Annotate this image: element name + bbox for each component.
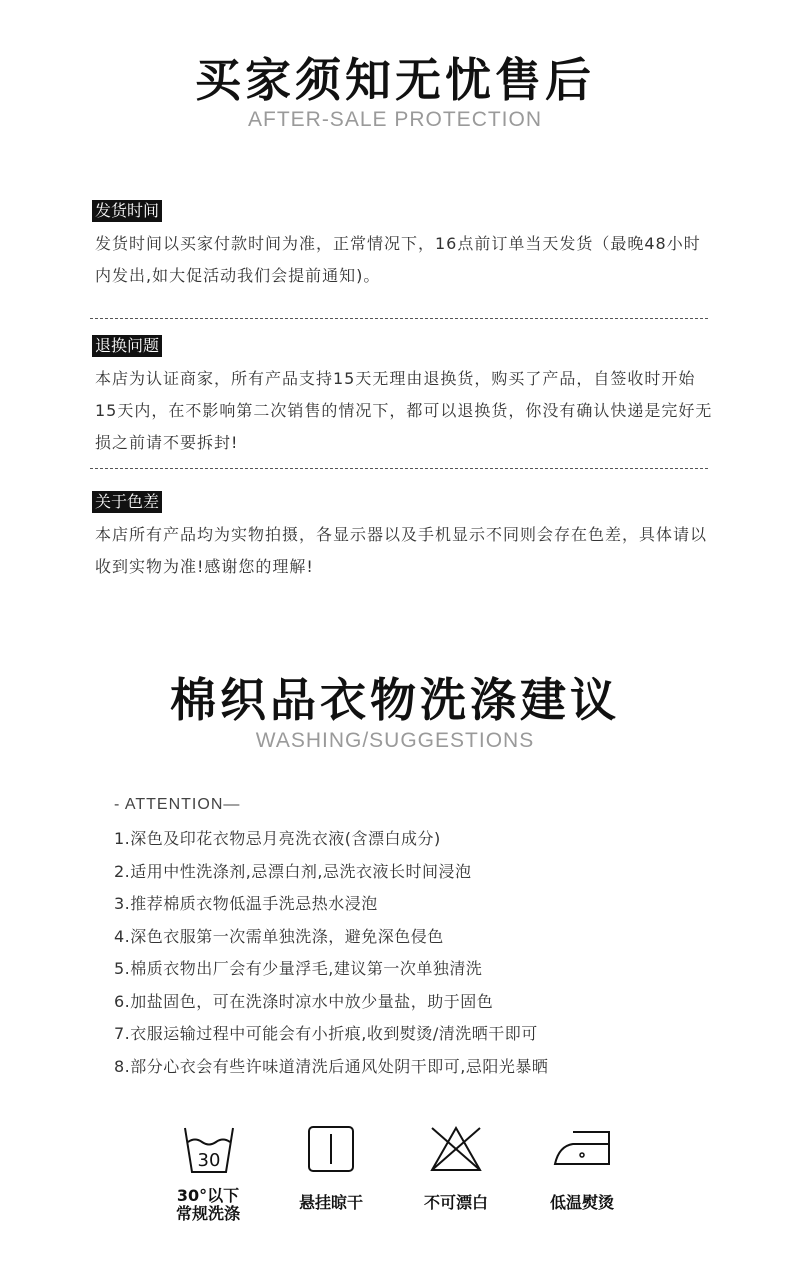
attention-list — [114, 823, 548, 1083]
tag-shipping-time: 发货时间 — [92, 200, 162, 222]
wash-30-label-line2: 常规洗涤 — [175, 1204, 240, 1223]
wash-30-icon — [164, 1124, 254, 1176]
hang-dry-icon — [286, 1124, 376, 1174]
color-difference-text: 本店所有产品均为实物拍摄，各显示器以及手机显示不同则会存在色差，具体请以收到实物为准!感谢您的理解! — [95, 525, 708, 576]
aftersale-subtitle: AFTER-SALE PROTECTION — [247, 108, 543, 131]
divider — [90, 318, 708, 319]
washing-subtitle: WASHING/SUGGESTIONS — [255, 729, 535, 752]
wash-30-label-line1: 30°以下 — [176, 1186, 240, 1205]
low-iron-icon — [537, 1124, 627, 1168]
wash-temp-number: 30 — [197, 1150, 221, 1171]
tag-color-difference: 关于色差 — [92, 491, 162, 513]
list-item: 5.棉质衣物出厂会有少量浮毛,建议第一次单独清洗 — [114, 959, 483, 978]
aftersale-title: 买家须知无忧售后 — [195, 53, 595, 107]
attention-heading: - ATTENTION— — [114, 796, 241, 813]
wash-30-label — [148, 1187, 268, 1223]
list-item: 3.推荐棉质衣物低温手洗忌热水浸泡 — [114, 894, 378, 913]
washing-title: 棉织品衣物洗涤建议 — [170, 673, 620, 727]
divider — [90, 468, 708, 469]
list-item: 6.加盐固色，可在洗涤时凉水中放少量盐，助于固色 — [114, 991, 494, 1011]
low-iron-label: 低温熨烫 — [549, 1193, 614, 1212]
no-bleach-icon — [411, 1124, 501, 1174]
tag-returns: 退换问题 — [92, 335, 162, 357]
list-item: 4.深色衣服第一次需单独洗涤，避免深色侵色 — [114, 926, 444, 946]
list-item: 1.深色及印花衣物忌月亮洗衣液(含漂白成分) — [114, 829, 441, 848]
list-item: 8.部分心衣会有些许味道清洗后通风处阴干即可,忌阳光暴晒 — [114, 1056, 549, 1076]
list-item: 7.衣服运输过程中可能会有小折痕,收到熨烫/清洗晒干即可 — [114, 1024, 538, 1043]
returns-text: 本店为认证商家，所有产品支持15天无理由退换货，购买了产品，自签收时开始15天内，在不影响第二次销售的情况下，都可以退换货，你没有确认快递是完好无损之前请不要拆封! — [95, 369, 713, 452]
no-bleach-label: 不可漂白 — [423, 1193, 488, 1212]
shipping-time-text: 发货时间以买家付款时间为准，正常情况下，16点前订单当天发货（最晚48小时内发出,如大促活动我们会提前通知)。 — [95, 234, 701, 285]
hang-dry-label: 悬挂晾干 — [298, 1193, 363, 1212]
list-item: 2.适用中性洗涤剂,忌漂白剂,忌洗衣液长时间浸泡 — [114, 861, 472, 881]
